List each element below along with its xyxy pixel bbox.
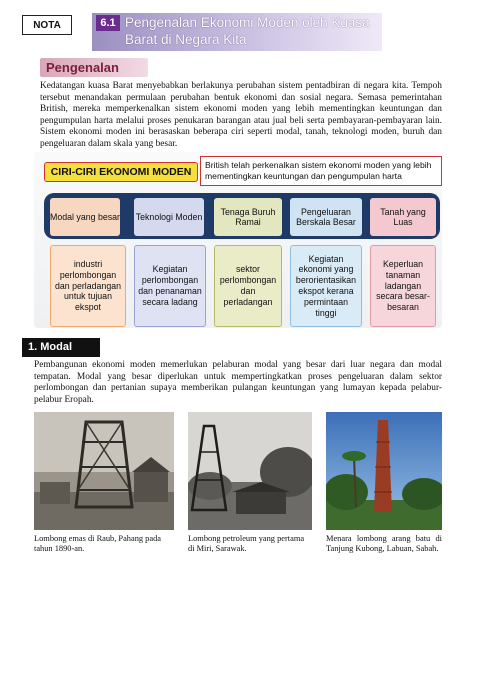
modal-paragraph: Pembangunan ekonomi moden memerlukan pelaburan modal yang besar dari luar negara dan modal tempatan. Modal yang besar diperlukan untuk mempertingkatkan proses pengeluaran dalam sektor perlombongan dan pertanian supaya memberikan pulangan keuntungan yang lumayan kepada pelabur-pelabur Eropah. bbox=[34, 360, 442, 405]
ciri-label: CIRI-CIRI EKONOMI MODEN bbox=[44, 162, 198, 182]
ciri-item-modal: Modal yang besar bbox=[50, 198, 120, 236]
ciri-item-tanah: Tanah yang Luas bbox=[370, 198, 436, 236]
ciri-detail-tenaga: sektor perlombongan dan perladangan bbox=[214, 245, 282, 327]
page-title: Pengenalan Ekonomi Moden oleh Kuasa Barat di Negara Kita bbox=[125, 15, 370, 47]
section-number: 6.1 bbox=[96, 15, 120, 31]
ciri-detail-teknologi: Kegiatan perlombongan dan penanaman secara ladang bbox=[134, 245, 206, 327]
caption-coal-tower: Menara lombong arang batu di Tanjung Kubong, Labuan, Sabah. bbox=[326, 534, 442, 553]
ciri-detail-pengeluaran: Kegiatan ekonomi yang berorientasikan ekspot kerana permintaan tinggi bbox=[290, 245, 362, 327]
caption-petroleum-mine: Lombong petroleum yang pertama di Miri, Sarawak. bbox=[188, 534, 305, 553]
caption-gold-mine: Lombong emas di Raub, Pahang pada tahun 1890-an. bbox=[34, 534, 161, 553]
photo-petroleum-mine bbox=[188, 412, 312, 530]
modal-heading: 1. Modal bbox=[22, 338, 100, 357]
photo-gold-mine bbox=[34, 412, 174, 530]
ciri-item-tenaga: Tenaga Buruh Ramai bbox=[214, 198, 282, 236]
pengenalan-paragraph: Kedatangan kuasa Barat menyebabkan berlakunya perubahan sistem pentadbiran di negara kita. Tempoh tersebut menandakan permulaan perubahan bentuk ekonomi dan sosial negara. Semasa pemerintahan British, mereka memperkenalkan sistem ekonomi moden yang lebih mementingkan keuntungan dan pengumpulan harta melalui proses penukaran barangan atau jual beli serta pembayaran-pembayaran lain. Sistem ekonomi moden ini berasaskan beberapa ciri seperti modal, tanah, teknologi moden, buruh dan pengeluaran dalam skala yang besar. bbox=[40, 81, 442, 149]
nota-label: NOTA bbox=[22, 15, 72, 35]
ciri-detail-modal: industri perlombongan dan perladangan untuk tujuan ekspot bbox=[50, 245, 126, 327]
ciri-note: British telah perkenalkan sistem ekonomi moden yang lebih mementingkan keuntungan dan pengumpulan harta bbox=[200, 156, 442, 186]
ciri-detail-tanah: Keperluan tanaman ladangan secara besar-besaran bbox=[370, 245, 436, 327]
ciri-item-teknologi: Teknologi Moden bbox=[134, 198, 204, 236]
photo-coal-tower bbox=[326, 412, 442, 530]
pengenalan-heading: Pengenalan bbox=[40, 58, 148, 77]
ciri-item-pengeluaran: Pengeluaran Berskala Besar bbox=[290, 198, 362, 236]
